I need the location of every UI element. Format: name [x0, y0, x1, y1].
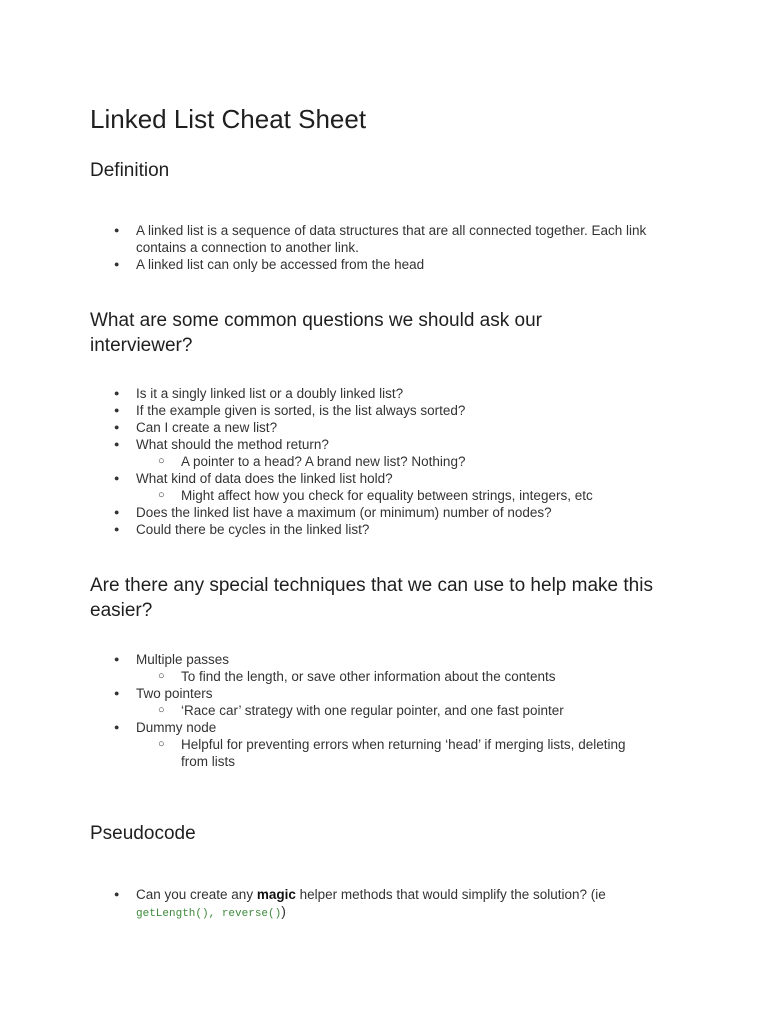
list-item: [112, 719, 656, 770]
list-item: [112, 470, 656, 504]
techniques-list: [112, 651, 656, 770]
list-item-text: Can you create any: [136, 887, 257, 902]
sub-list-item: ○ ‘Race car’ strategy with one regular pointer, and one fast pointer: [136, 702, 656, 719]
sub-list: [136, 702, 656, 719]
sub-list-item: ○ To find the length, or save other information about the contents: [136, 668, 656, 685]
bold-term: magic: [256, 887, 296, 902]
list-item: ● If the example given is sorted, is the list always sorted?: [112, 402, 656, 419]
list-item: [112, 436, 656, 470]
sub-list: [136, 453, 656, 470]
sub-list-item: ○ Helpful for preventing errors when returning ‘head’ if merging lists, deleting from lists: [136, 736, 656, 770]
document-title: Linked List Cheat Sheet: [90, 104, 367, 134]
code-separator: ,: [208, 908, 222, 920]
sub-list-item: ○ Might affect how you check for equality between strings, integers, etc: [136, 487, 656, 504]
heading-pseudocode: Pseudocode: [90, 823, 196, 844]
list-item-text: What should the method return?: [136, 437, 329, 452]
list-item: ● Could there be cycles in the linked list?: [112, 521, 656, 538]
sub-list: [136, 668, 656, 685]
list-item: [112, 651, 656, 685]
closing-paren: ): [281, 903, 286, 919]
list-item: ● A linked list is a sequence of data structures that are all connected together. Each link contains a connection to another link.: [112, 222, 656, 256]
list-item-text: Dummy node: [136, 720, 217, 735]
pseudocode-list: [112, 886, 656, 923]
list-item: [112, 886, 656, 923]
code-snippet: reverse(): [221, 908, 282, 920]
sub-list-item: ○ A pointer to a head? A brand new list? Nothing?: [136, 453, 656, 470]
list-item: ● Can I create a new list?: [112, 419, 656, 436]
list-item-text: Multiple passes: [136, 652, 230, 667]
list-item: ● A linked list can only be accessed from the head: [112, 256, 656, 273]
heading-questions: What are some common questions we should ask our interviewer?: [90, 310, 542, 356]
list-item: [112, 685, 656, 719]
sub-list: [136, 487, 656, 504]
questions-list: [112, 385, 656, 538]
list-item-text: What kind of data does the linked list hold?: [136, 471, 393, 486]
definition-list: [112, 222, 656, 273]
code-snippet: getLength(): [136, 908, 209, 920]
heading-techniques: Are there any special techniques that we can use to help make this easier?: [90, 575, 653, 621]
list-item: ● Does the linked list have a maximum (or minimum) number of nodes?: [112, 504, 656, 521]
list-item-text: helper methods that would simplify the solution? (ie: [295, 887, 606, 902]
list-item: ● Is it a singly linked list or a doubly linked list?: [112, 385, 656, 402]
heading-definition: Definition: [90, 160, 170, 181]
sub-list: [136, 736, 656, 770]
list-item-text: Two pointers: [136, 686, 213, 701]
